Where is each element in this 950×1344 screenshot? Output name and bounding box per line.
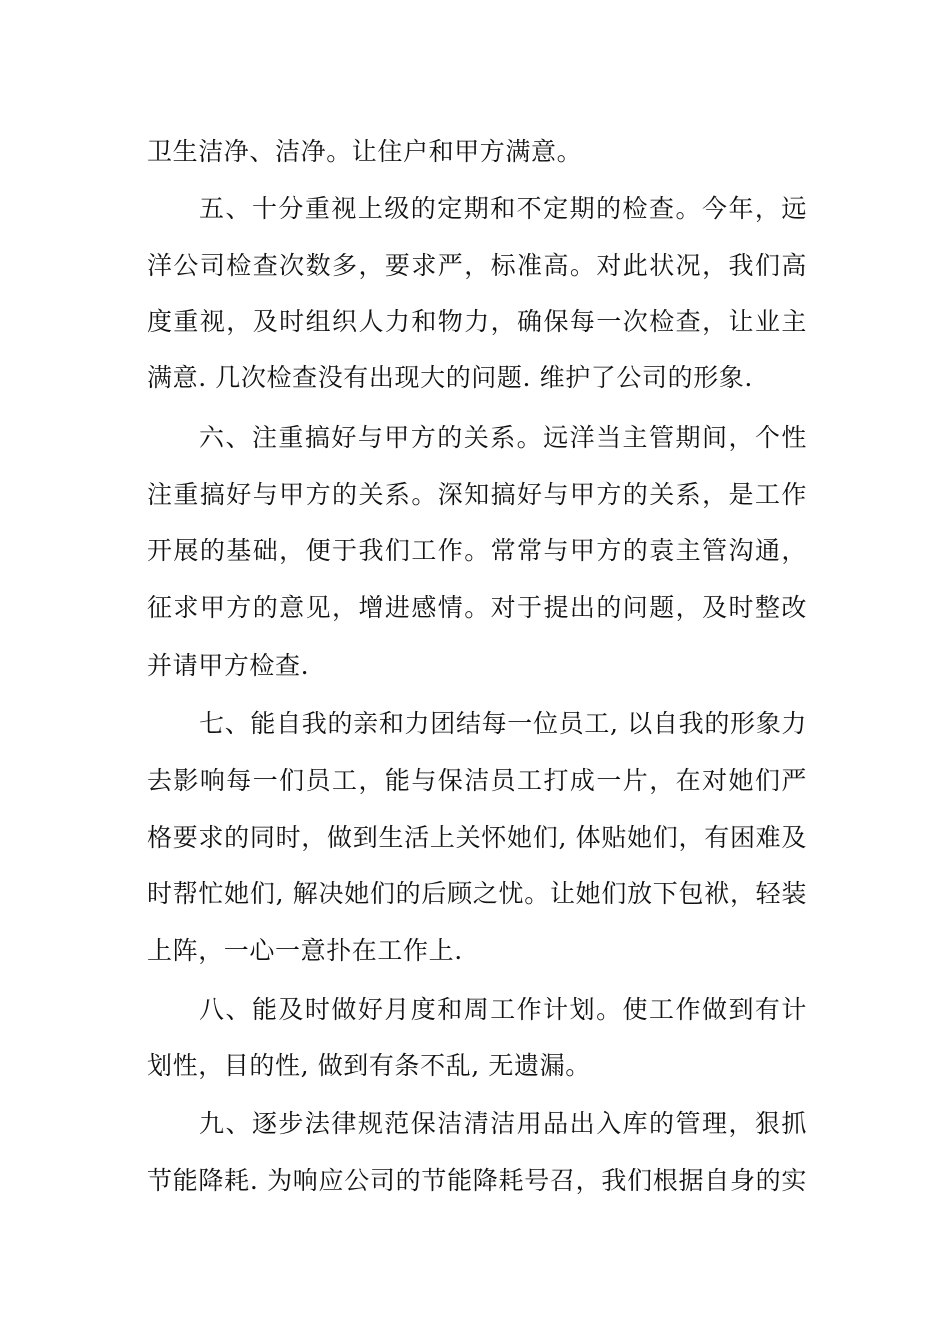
paragraph-9-line: 九、逐步法律规范保洁清洁用品出入库的管理，狠抓 bbox=[199, 1109, 807, 1138]
text-line: 满意. 几次检查没有出现大的问题. 维护了公司的形象. bbox=[147, 363, 753, 392]
text-line: 洋公司检查次数多，要求严，标准高。对此状况，我们高 bbox=[147, 251, 807, 280]
text-line: 度重视，及时组织人力和物力，确保每一次检查，让业主 bbox=[147, 307, 807, 336]
text-line: 节能降耗. 为响应公司的节能降耗号召，我们根据自身的实 bbox=[147, 1166, 807, 1195]
text-line: 注重搞好与甲方的关系。深知搞好与甲方的关系，是工作 bbox=[147, 480, 807, 509]
paragraph-6-line: 六、注重搞好与甲方的关系。远洋当主管期间，个性 bbox=[199, 423, 807, 452]
text-line: 时帮忙她们, 解决她们的后顾之忧。让她们放下包袱，轻装 bbox=[147, 879, 807, 908]
paragraph-5-line: 五、十分重视上级的定期和不定期的检查。今年，远 bbox=[199, 194, 807, 223]
text-line: 格要求的同时，做到生活上关怀她们, 体贴她们，有困难及 bbox=[147, 823, 807, 852]
paragraph-8-line: 八、能及时做好月度和周工作计划。使工作做到有计 bbox=[199, 995, 807, 1024]
text-line: 开展的基础，便于我们工作。常常与甲方的袁主管沟通， bbox=[147, 536, 807, 565]
text-line: 征求甲方的意见，增进感情。对于提出的问题，及时整改 bbox=[147, 593, 807, 622]
text-line: 划性，目的性, 做到有条不乱, 无遗漏。 bbox=[147, 1051, 591, 1080]
text-line: 卫生洁净、洁净。让住户和甲方满意。 bbox=[147, 137, 583, 166]
paragraph-7-line: 七、能自我的亲和力团结每一位员工, 以自我的形象力 bbox=[199, 709, 807, 738]
text-line: 并请甲方检查. bbox=[147, 651, 310, 680]
text-line: 去影响每一们员工，能与保洁员工打成一片，在对她们严 bbox=[147, 766, 807, 795]
text-line: 上阵，一心一意扑在工作上. bbox=[147, 936, 463, 965]
